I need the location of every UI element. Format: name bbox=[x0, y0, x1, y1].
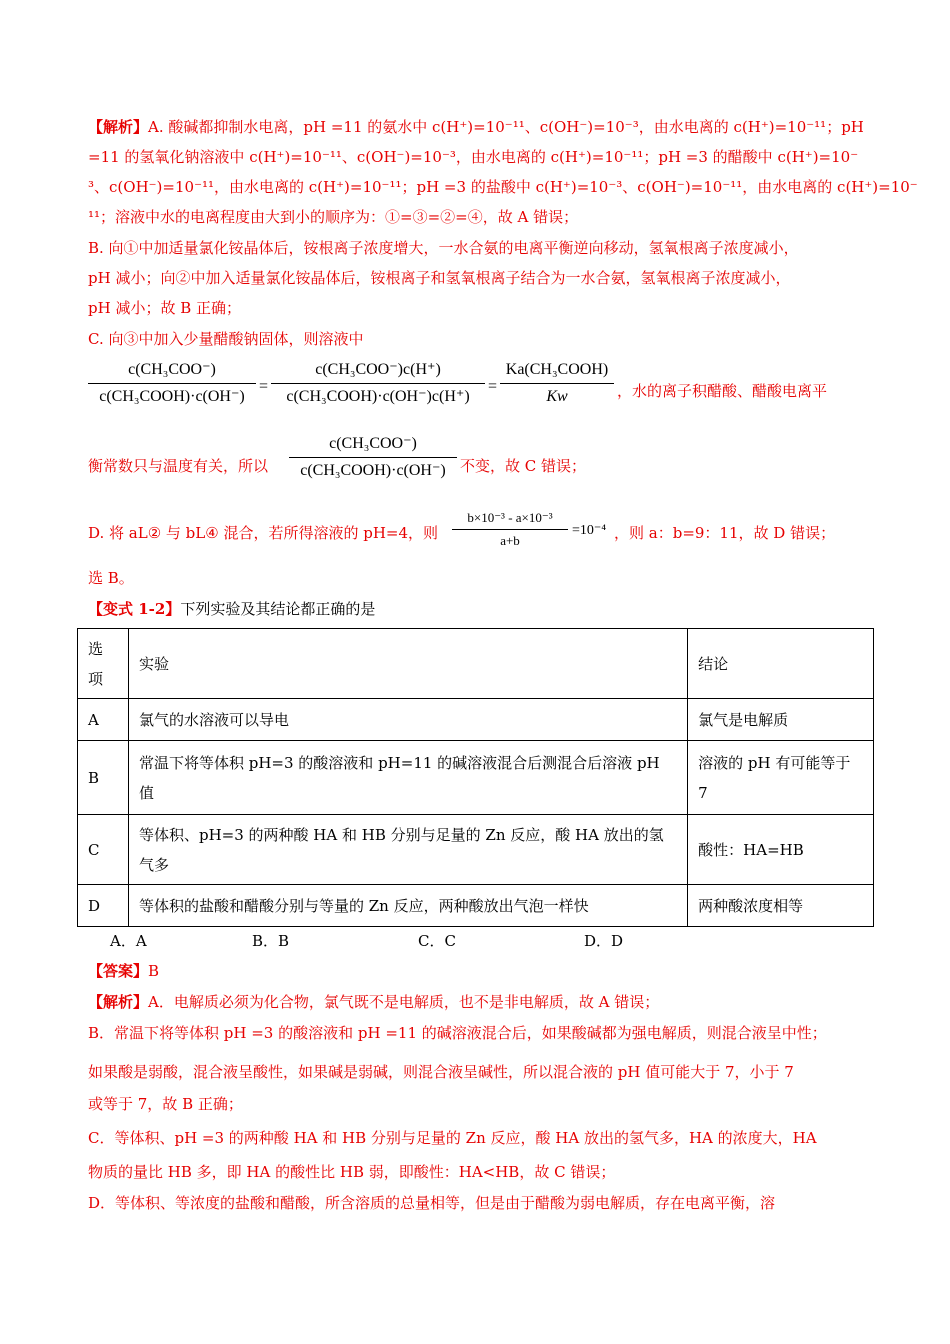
analysis1-c1: C. 向③中加入少量醋酸钠固体，则溶液中 bbox=[88, 330, 364, 348]
row-option: D bbox=[78, 885, 129, 927]
eq-fraction-1 bbox=[88, 360, 256, 407]
eq-fraction-d bbox=[452, 510, 568, 549]
eq-fraction-3-num: Ka(CH₃COOH) bbox=[505, 361, 609, 378]
eq-sign: = bbox=[259, 378, 269, 395]
analysis1-tag: 【解析】 bbox=[88, 118, 149, 136]
eq-fraction-2-num: c(CH₃COO⁻)c(H⁺) bbox=[315, 361, 441, 378]
analysis1-line1: 【解析】A. 酸碱都抑制水电离，pH =11 的氨水中 c(H⁺)=10⁻¹¹、c(OH⁻)=10⁻³，由水电离的 c(H⁺)=10⁻¹¹；pH bbox=[88, 118, 864, 136]
analysis1-line3: ³、c(OH⁻)=10⁻¹¹，由水电离的 c(H⁺)=10⁻¹¹；pH =3 的盐酸中 c(H⁺)=10⁻³、c(OH⁻)=10⁻¹¹，由水电离的 c(H⁺)=10⁻ bbox=[88, 178, 918, 196]
option-a[interactable]: A．A bbox=[110, 932, 147, 950]
question-tag: 【变式 1-2】 bbox=[88, 600, 181, 618]
row-experiment: 等体积的盐酸和醋酸分别与等量的 Zn 反应，两种酸放出气泡一样快 bbox=[128, 885, 687, 927]
option-c[interactable]: C．C bbox=[418, 932, 456, 950]
analysis2-a: 【解析】A．电解质必须为化合物，氯气既不是电解质，也不是非电解质，故 A 错误； bbox=[88, 993, 660, 1011]
answer-value: B bbox=[148, 962, 160, 980]
table-row bbox=[78, 815, 874, 885]
row-experiment: 常温下将等体积 pH=3 的酸溶液和 pH=11 的碱溶液混合后测混合后溶液 pH 值 bbox=[128, 741, 687, 815]
analysis2-b1: B．常温下将等体积 pH =3 的酸溶液和 pH =11 的碱溶液混合后，如果酸碱都为强电解质，则混合液呈中性； bbox=[88, 1024, 827, 1042]
row-experiment: 等体积、pH=3 的两种酸 HA 和 HB 分别与足量的 Zn 反应，酸 HA 放出的氢气多 bbox=[128, 815, 687, 885]
answer-options bbox=[110, 930, 830, 952]
header-option: 选项 bbox=[78, 629, 129, 699]
fraction-bar bbox=[452, 529, 568, 530]
option-b[interactable]: B．B bbox=[252, 932, 290, 950]
analysis2-b3: 或等于 7，故 B 正确； bbox=[88, 1095, 243, 1113]
analysis1-b2: pH 减小；向②中加入适量氯化铵晶体后，铵根离子和氢氧根离子结合为一水合氨，氢氧根离子浓度减小， bbox=[88, 269, 791, 287]
eq-fraction-4-num: c(CH₃COO⁻) bbox=[329, 435, 417, 452]
row-conclusion: 溶液的 pH 有可能等于 7 bbox=[688, 741, 874, 815]
eq-fraction-2-den: c(CH₃COOH)·c(OH⁻)c(H⁺) bbox=[286, 388, 470, 405]
analysis1-line4: ¹¹；溶液中水的电离程度由大到小的顺序为：①=③=②=④，故 A 错误； bbox=[88, 208, 579, 226]
row-option: C bbox=[78, 815, 129, 885]
header-conclusion: 结论 bbox=[688, 629, 874, 699]
eq-fraction-1-den: c(CH₃COOH)·c(OH⁻) bbox=[99, 388, 245, 405]
eq-fraction-3 bbox=[500, 360, 614, 407]
fraction-bar bbox=[500, 383, 614, 384]
analysis1-b3: pH 减小；故 B 正确； bbox=[88, 299, 242, 317]
fraction-bar bbox=[271, 383, 485, 384]
table-header-row bbox=[78, 629, 874, 699]
analysis1-pick: 选 B。 bbox=[88, 569, 134, 587]
analysis2-tag: 【解析】 bbox=[88, 993, 149, 1011]
analysis1-b1: B. 向①中加适量氯化铵晶体后，铵根离子浓度增大，一水合氨的电离平衡逆向移动，氢氧根离子浓度减小， bbox=[88, 239, 799, 257]
analysis2-b2: 如果酸是弱酸，混合液呈酸性，如果碱是弱碱，则混合液呈碱性，所以混合液的 pH 值可能大于 7，小于 7 bbox=[88, 1063, 794, 1081]
table-row bbox=[78, 741, 874, 815]
question-table bbox=[77, 628, 874, 927]
question-heading bbox=[88, 598, 872, 620]
eq-fraction-1-num: c(CH₃COO⁻) bbox=[128, 361, 216, 378]
row-option: B bbox=[78, 741, 129, 815]
row-experiment: 氯气的水溶液可以导电 bbox=[128, 699, 687, 741]
row-conclusion: 两种酸浓度相等 bbox=[688, 885, 874, 927]
eq-fraction-4 bbox=[289, 434, 457, 481]
answer-tag: 【答案】 bbox=[88, 962, 149, 980]
eq-d-result: =10⁻⁴ bbox=[572, 523, 607, 538]
analysis1-line2: =11 的氢氧化钠溶液中 c(H⁺)=10⁻¹¹、c(OH⁻)=10⁻³，由水电离的 c(H⁺)=10⁻¹¹；pH =3 的醋酸中 c(H⁺)=10⁻ bbox=[88, 148, 859, 166]
eq-fraction-2 bbox=[271, 360, 485, 407]
analysis1-c2-pre: 衡常数只与温度有关，所以 bbox=[88, 457, 269, 475]
analysis2-c2: 物质的量比 HB 多，即 HA 的酸性比 HB 弱，即酸性：HA<HB，故 C 错误； bbox=[88, 1163, 616, 1181]
fraction-bar bbox=[88, 383, 256, 384]
fraction-bar bbox=[289, 457, 457, 458]
eq-sign: = bbox=[488, 378, 498, 395]
analysis1-d1-post: ，则 a：b=9：11，故 D 错误； bbox=[614, 524, 836, 542]
analysis2-c1: C．等体积、pH =3 的两种酸 HA 和 HB 分别与足量的 Zn 反应，酸 HA 放出的氢气多，HA 的浓度大，HA bbox=[88, 1129, 817, 1147]
row-option: A bbox=[78, 699, 129, 741]
eq-fraction-d-den: a+b bbox=[500, 533, 520, 548]
eq-fraction-d-num: b×10⁻³ - a×10⁻³ bbox=[467, 510, 553, 525]
header-experiment: 实验 bbox=[128, 629, 687, 699]
eq-fraction-3-den: Kw bbox=[546, 388, 568, 405]
row-conclusion: 酸性：HA=HB bbox=[688, 815, 874, 885]
eq-fraction-4-den: c(CH₃COOH)·c(OH⁻) bbox=[300, 462, 446, 479]
row-conclusion: 氯气是电解质 bbox=[688, 699, 874, 741]
analysis2-d1: D．等体积、等浓度的盐酸和醋酸，所含溶质的总量相等，但是由于醋酸为弱电解质，存在电离平衡，溶 bbox=[88, 1194, 776, 1212]
analysis1-c-after: ，水的离子积醋酸、醋酸电离平 bbox=[617, 382, 828, 400]
table-row bbox=[78, 885, 874, 927]
analysis1-d1-pre: D. 将 aL② 与 bL④ 混合，若所得溶液的 pH=4，则 bbox=[88, 524, 439, 542]
analysis1-c2-post: 不变，故 C 错误； bbox=[460, 457, 587, 475]
table-row bbox=[78, 699, 874, 741]
answer-line bbox=[88, 960, 872, 982]
question-text: 下列实验及其结论都正确的是 bbox=[180, 600, 376, 618]
option-d[interactable]: D．D bbox=[584, 932, 624, 950]
